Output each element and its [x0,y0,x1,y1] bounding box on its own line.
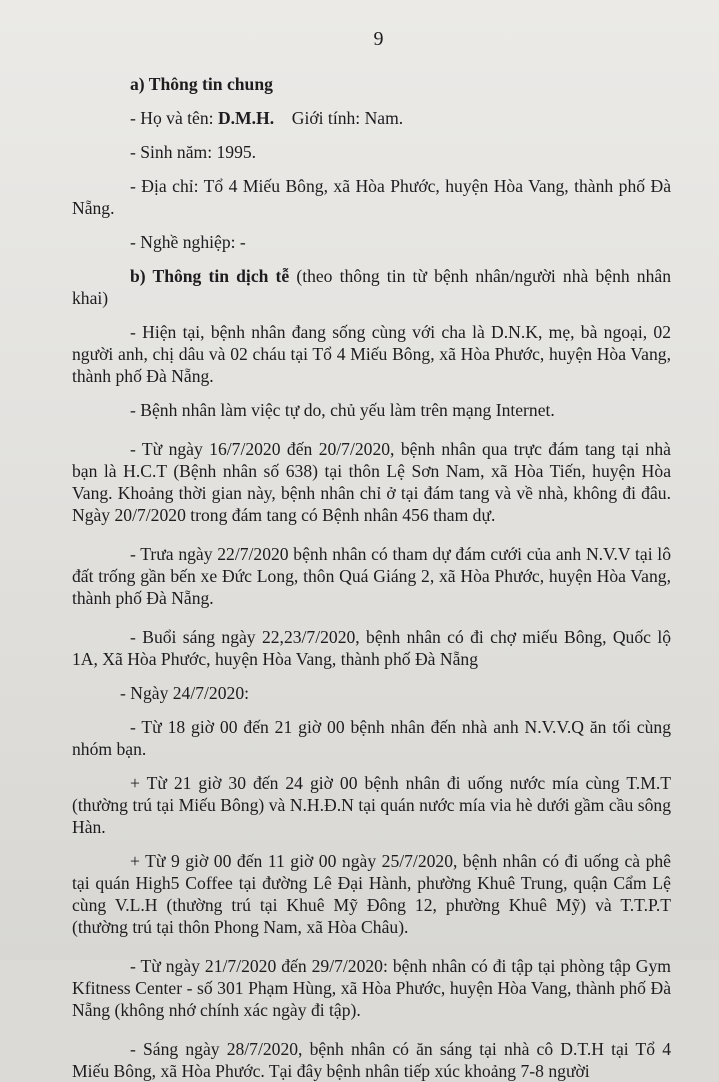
occupation: - Nghề nghiệp: - [130,232,246,252]
paragraph: - Hiện tại, bệnh nhân đang sống cùng với cha là D.N.K, mẹ, bà ngoại, 02 người anh, chị dâu và 02 cháu tại Tổ 4 Miếu Bông, xã Hòa Phước, huyện Hòa Vang, thành phố Đà Nẵng. [72,322,671,386]
paragraph: + Từ 21 giờ 30 đến 24 giờ 00 bệnh nhân đi uống nước mía cùng T.M.T (thường trú tại Miếu Bông) và N.H.Đ.N tại quán nước mía via hè dưới gầm cầu sông Hàn. [72,773,671,837]
section-b-heading-note: (theo thông tin từ bệnh nhân/người nhà bệnh nhân khai) [72,266,671,308]
paragraph: - Sáng ngày 28/7/2020, bệnh nhân có ăn sáng tại nhà cô D.T.H tại Tổ 4 Miếu Bông, xã Hòa Phước. Tại đây bệnh nhân tiếp xúc khoảng 7-8 người [72,1039,671,1081]
section-b-heading-line [72,265,671,309]
paragraph: + Từ 9 giờ 00 đến 11 giờ 00 ngày 25/7/2020, bệnh nhân có đi uống cà phê tại quán High5 Coffee tại đường Lê Đại Hành, phường Khuê Trung, quận Cẩm Lệ cùng V.L.H (thường trú tại Khuê Mỹ Đông 12, phường Khuê Mỹ) và T.T.P.T (thường trú tại thôn Phong Nam, xã Hòa Châu). [72,851,671,937]
section-a-heading: a) Thông tin chung [130,74,273,94]
gender: Giới tính: Nam. [291,108,404,128]
page-number: 9 [373,28,384,50]
birth-year: - Sinh năm: 1995. [130,142,257,162]
address: - Địa chỉ: Tổ 4 Miếu Bông, xã Hòa Phước, huyện Hòa Vang, thành phố Đà Nẵng. [72,176,671,218]
paragraph: - Ngày 24/7/2020: [120,683,250,703]
paragraph: - Bệnh nhân làm việc tự do, chủ yếu làm trên mạng Internet. [130,400,555,420]
name-line [72,107,671,129]
paragraph: - Buổi sáng ngày 22,23/7/2020, bệnh nhân có đi chợ miếu Bông, Quốc lộ 1A, Xã Hòa Phước, huyện Hòa Vang, thành phố Đà Nẵng [72,627,671,669]
paragraph: - Từ ngày 16/7/2020 đến 20/7/2020, bệnh nhân qua trực đám tang tại nhà bạn là H.C.T (Bệnh nhân số 638) tại thôn Lệ Sơn Nam, xã Hòa Tiến, huyện Hòa Vang. Khoảng thời gian này, bệnh nhân chỉ ở tại đám tang và về nhà, không đi đâu. Ngày 20/7/2020 trong đám tang có Bệnh nhân 456 tham dự. [72,439,671,525]
paragraph: - Từ ngày 21/7/2020 đến 29/7/2020: bệnh nhân có đi tập tại phòng tập Gym Kfitness Center - số 301 Phạm Hùng, xã Hòa Phước, huyện Hòa Vang, thành phố Đà Nẵng (không nhớ chính xác ngày đi tập). [72,956,671,1020]
paragraph: - Trưa ngày 22/7/2020 bệnh nhân có tham dự đám cưới của anh N.V.V tại lô đất trống gần bến xe Đức Long, thôn Quá Giáng 2, xã Hòa Phước, huyện Hòa Vang, thành phố Đà Nẵng. [72,544,671,608]
name-label: - Họ và tên: [130,108,218,128]
patient-name: D.M.H. [217,108,275,128]
paragraph: - Từ 18 giờ 00 đến 21 giờ 00 bệnh nhân đến nhà anh N.V.V.Q ăn tối cùng nhóm bạn. [72,717,671,759]
section-b-heading: b) Thông tin dịch tễ [130,266,290,286]
